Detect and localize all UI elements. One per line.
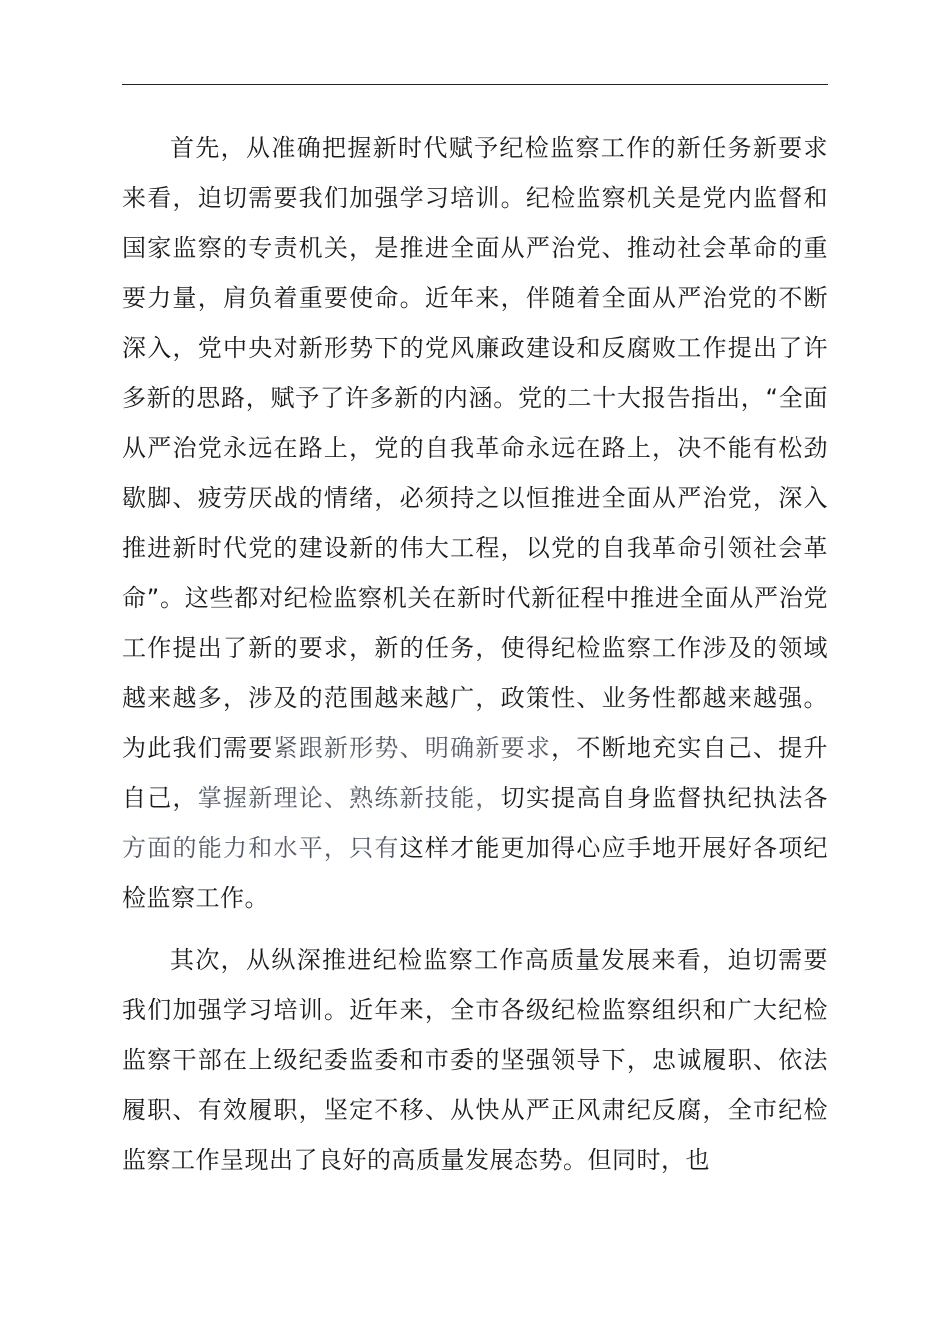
paragraph-2-segment-1: 其次，从纵深推进纪检监察工作高质量发展来看，迫切需要我们加强学习培训。近年来，全市各级纪检监察组织和广大纪检监察干部在上级纪委监委和市委的坚强领导下，忠诚履职、依法履职、有效履职，坚定不移、从快从严正风肃纪反腐，全市纪检监察工作呈现出了良好的高质量发展态势。但同时，也 [122,946,828,1174]
paragraph-1-segment-2: ，不断地充实自己、提升自己， [122,734,829,812]
paragraph-1 [122,123,828,923]
paragraph-1-segment-3: 切实提高自身监督执纪执法各 [500,784,829,812]
header-rule [122,84,828,85]
paragraph-1-highlight-2: 掌握新理论、熟练新技能， [197,784,501,812]
document-body [122,123,828,1197]
paragraph-1-segment-4: 这样才能更加得心应手地开展好各项纪检监察工作。 [122,834,829,912]
paragraph-1-segment-1: 首先，从准确把握新时代赋予纪检监察工作的新任务新要求来看，迫切需要我们加强学习培训。纪检监察机关是党内监督和国家监察的专责机关，是推进全面从严治党、推动社会革命的重要力量，肩负着重要使命。近年来，伴随着全面从严治党的不断深入，党中央对新形势下的党风廉政建设和反腐败工作提出了许多新的思路，赋予了许多新的内涵。党的二十大报告指出，“全面从严治党永远在路上，党的自我革命永远在路上，决不能有松劲歇脚、疲劳厌战的情绪，必须持之以恒推进全面从严治党，深入推进新时代党的建设新的伟大工程，以党的自我革命引领社会革命”。这些都对纪检监察机关在新时代新征程中推进全面从严治党工作提出了新的要求，新的任务，使得纪检监察工作涉及的领域越来越多，涉及的范围越来越广，政策性、业务性都越来越强。为此我们需要 [122,134,828,762]
paragraph-1-highlight-1: 紧跟新形势、明确新要求 [273,734,552,762]
paragraph-2 [122,935,828,1185]
paragraph-1-highlight-3: 方面的能力和水平，只有 [122,834,400,862]
